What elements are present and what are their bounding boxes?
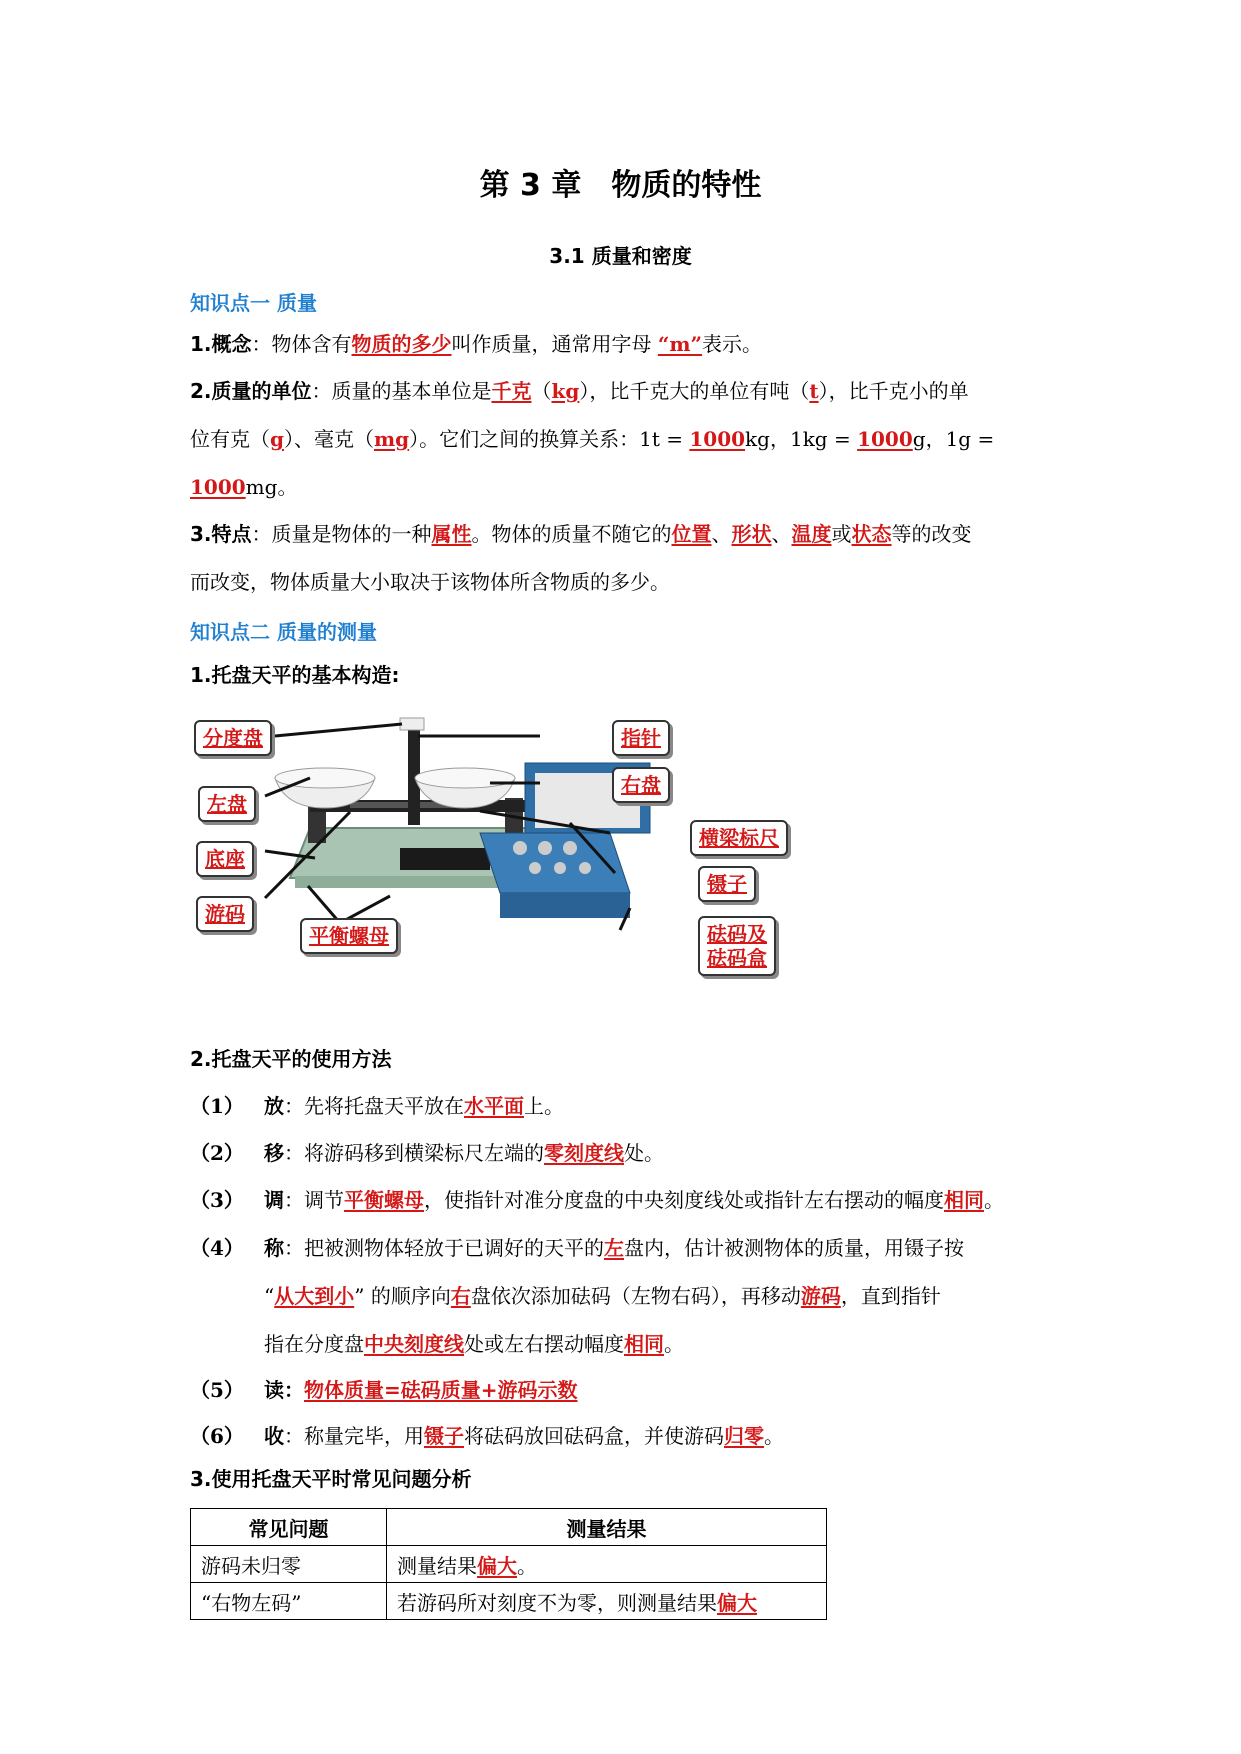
label-base: 底座	[196, 841, 254, 877]
answer: 千克	[491, 379, 532, 403]
table-row	[191, 1546, 827, 1583]
answer: “m”	[657, 332, 703, 356]
table-cell	[387, 1583, 827, 1620]
text: ，使指针对准分度盘的中央刻度线处或指针左右摆动的幅度	[424, 1188, 944, 1212]
step-4-line-3	[264, 1328, 684, 1357]
answer: mg	[373, 427, 410, 451]
feature-label: 3.特点	[190, 522, 252, 546]
text: 处。	[624, 1141, 664, 1165]
answer: g	[270, 427, 284, 451]
answer: 偏大	[477, 1553, 517, 1578]
answer: 1000	[857, 427, 913, 451]
unit-label: 2.质量的单位	[190, 379, 312, 403]
step-number: （5）	[190, 1378, 244, 1402]
kp1-heading: 知识点一 质量	[190, 291, 317, 315]
text: 若游码所对刻度不为零，则测量结果	[397, 1590, 717, 1615]
nameplate	[400, 848, 490, 870]
label-tweezers: 镊子	[698, 866, 756, 902]
label-weights	[698, 916, 776, 976]
label-pointer: 指针	[612, 720, 670, 756]
text: 。	[984, 1188, 1004, 1212]
answer: 从大到小	[274, 1284, 355, 1308]
feature-line-1	[190, 520, 972, 548]
step-4-line-2	[264, 1280, 941, 1309]
text: 、	[771, 522, 792, 546]
table-cell	[387, 1546, 827, 1583]
step-number: （6）	[190, 1424, 244, 1448]
text: 盘依次添加砝码（左物右码），再移动	[470, 1284, 801, 1308]
answer: 偏大	[717, 1590, 757, 1615]
answer: t	[809, 379, 819, 403]
answer: 镊子	[424, 1424, 464, 1448]
text: ），比千克大的单位有吨（	[579, 379, 810, 403]
step-verb: 读	[264, 1378, 284, 1402]
text: ：质量的基本单位是	[311, 379, 492, 403]
right-pan-rim	[415, 768, 515, 788]
answer: 水平面	[464, 1094, 524, 1118]
usage-heading: 2.托盘天平的使用方法	[190, 1047, 392, 1071]
answer: 平衡螺母	[344, 1188, 424, 1212]
text: 叫作质量，通常用字母	[451, 332, 658, 356]
label-dial: 分度盘	[194, 720, 272, 756]
kp2-heading: 知识点二 质量的测量	[190, 620, 377, 644]
label-weights-line2: 砝码盒	[707, 946, 767, 970]
answer: 温度	[791, 522, 832, 546]
text: ：调节	[284, 1188, 344, 1212]
text: 将砝码放回砝码盒，并使游码	[464, 1424, 724, 1448]
table-cell: 游码未归零	[191, 1546, 387, 1583]
weight	[538, 841, 552, 855]
answer: 形状	[731, 522, 772, 546]
text: 处或左右摆动幅度	[464, 1332, 624, 1356]
concept-label: 1.概念	[190, 332, 252, 356]
answer: 状态	[851, 522, 892, 546]
step-2	[264, 1137, 664, 1166]
step-number: （1）	[190, 1094, 244, 1118]
text: ：质量是物体的一种	[251, 522, 432, 546]
box-front	[500, 893, 630, 918]
step-4-line-1	[264, 1232, 964, 1261]
answer: 相同	[944, 1188, 984, 1212]
text: ：物体含有	[251, 332, 352, 356]
weight	[563, 841, 577, 855]
answer: 中央刻度线	[364, 1332, 464, 1356]
text: mg。	[245, 475, 298, 499]
dial-shape	[400, 718, 424, 730]
answer: 归零	[724, 1424, 764, 1448]
step-3	[264, 1184, 1004, 1213]
text: 。	[517, 1553, 537, 1578]
answer: 右	[450, 1284, 471, 1308]
text: kg，1kg =	[745, 427, 858, 451]
unit-line-3	[190, 473, 297, 501]
column-header: 常见问题	[191, 1509, 387, 1546]
column-header: 测量结果	[387, 1509, 827, 1546]
answer: 零刻度线	[544, 1141, 624, 1165]
section-title: 3.1 质量和密度	[549, 244, 692, 268]
answer: 物质的多少	[351, 332, 452, 356]
label-left-pan: 左盘	[198, 786, 256, 822]
label-balance-nut: 平衡螺母	[300, 918, 398, 954]
answer: 左	[604, 1236, 624, 1260]
step-verb: 称	[264, 1236, 284, 1260]
step-number: （2）	[190, 1141, 244, 1165]
step-verb: 调	[264, 1188, 284, 1212]
text: 而改变，物体质量大小取决于该物体所含物质的多少。	[190, 570, 670, 594]
text: 等的改变	[891, 522, 972, 546]
text: 盘内，估计被测物体的质量，用镊子按	[624, 1236, 964, 1260]
label-weights-line1: 砝码及	[707, 922, 767, 946]
text: 或	[831, 522, 852, 546]
balance-diagram	[190, 708, 810, 983]
concept-line	[190, 330, 762, 358]
text: ：称量完毕，用	[284, 1424, 424, 1448]
label-right-pan: 右盘	[612, 767, 670, 803]
step-number: （3）	[190, 1188, 244, 1212]
text: 表示。	[702, 332, 763, 356]
step-number: （4）	[190, 1236, 244, 1260]
text: ：	[284, 1378, 304, 1402]
text: （	[531, 379, 552, 403]
weight	[579, 862, 591, 874]
text: ：将游码移到横梁标尺左端的	[284, 1141, 544, 1165]
answer: 相同	[624, 1332, 664, 1356]
table-row	[191, 1583, 827, 1620]
answer: 1000	[689, 427, 746, 451]
text: ）。它们之间的换算关系：1t =	[409, 427, 690, 451]
step-verb: 放	[264, 1094, 284, 1118]
text: 。	[664, 1332, 684, 1356]
step-1	[264, 1090, 564, 1119]
answer: 物体质量=砝码质量+游码示数	[304, 1378, 578, 1402]
text: 、	[711, 522, 732, 546]
label-beam-scale: 横梁标尺	[690, 820, 788, 856]
text: 测量结果	[397, 1553, 477, 1578]
unit-line-1	[190, 377, 969, 405]
chapter-title: 第 3 章 物质的特性	[479, 168, 762, 203]
text: ：先将托盘天平放在	[284, 1094, 464, 1118]
text: “	[264, 1284, 275, 1308]
problem-table	[190, 1508, 827, 1620]
text: ，直到指针	[840, 1284, 941, 1308]
answer: 游码	[800, 1284, 841, 1308]
weight	[513, 841, 527, 855]
answer: kg	[551, 379, 580, 403]
step-5	[264, 1374, 578, 1403]
text: ）、毫克（	[283, 427, 374, 451]
feature-line-2	[190, 568, 670, 596]
table-header-row	[191, 1509, 827, 1546]
text: 。	[764, 1424, 784, 1448]
text: 指在分度盘	[264, 1332, 364, 1356]
text: ” 的顺序向	[354, 1284, 451, 1308]
table-cell: “右物左码”	[191, 1583, 387, 1620]
text: g，1g =	[912, 427, 995, 451]
answer: 位置	[671, 522, 712, 546]
weight	[529, 862, 541, 874]
analysis-heading: 3.使用托盘天平时常见问题分析	[190, 1467, 472, 1491]
text: ），比千克小的单	[818, 379, 969, 403]
text: 。物体的质量不随它的	[471, 522, 672, 546]
structure-heading: 1.托盘天平的基本构造:	[190, 663, 400, 687]
step-verb: 移	[264, 1141, 284, 1165]
unit-line-2	[190, 425, 994, 453]
text: 上。	[524, 1094, 564, 1118]
weight	[554, 862, 566, 874]
text: ：把被测物体轻放于已调好的天平的	[284, 1236, 604, 1260]
step-6	[264, 1420, 784, 1449]
answer: 属性	[431, 522, 472, 546]
text: 位有克（	[190, 427, 270, 451]
step-verb: 收	[264, 1424, 284, 1448]
label-rider: 游码	[196, 896, 254, 932]
answer: 1000	[190, 475, 246, 499]
